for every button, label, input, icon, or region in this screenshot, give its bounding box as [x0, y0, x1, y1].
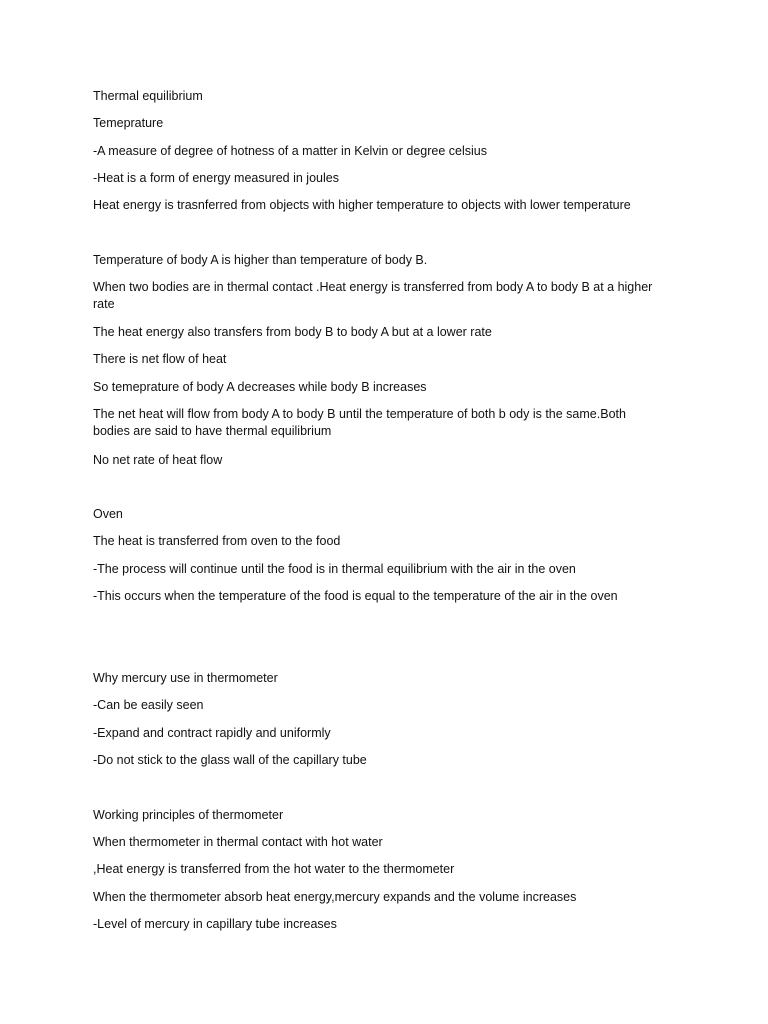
text-line: ,Heat energy is transferred from the hot water to the thermometer [93, 862, 455, 876]
text-line: When the thermometer absorb heat energy,mercury expands and the volume increases [93, 890, 577, 904]
text-line: No net rate of heat flow [93, 453, 223, 467]
heading-temperature: Temeprature [93, 116, 164, 130]
text-line: The heat is transferred from oven to the food [93, 534, 341, 548]
text-line: There is net flow of heat [93, 352, 227, 366]
text-line: -The process will continue until the food is in thermal equilibrium with the air in the oven [93, 562, 576, 576]
text-line: So temeprature of body A decreases while body B increases [93, 380, 427, 394]
text-line: -Do not stick to the glass wall of the capillary tube [93, 753, 367, 767]
text-line: When thermometer in thermal contact with hot water [93, 835, 383, 849]
heading-why-mercury: Why mercury use in thermometer [93, 671, 278, 685]
text-paragraph: The net heat will flow from body A to body B until the temperature of both b ody is the same.Both bodies are said to have thermal equilibrium [93, 407, 626, 438]
heading-thermal-equilibrium: Thermal equilibrium [93, 89, 203, 103]
text-line: The heat energy also transfers from body B to body A but at a lower rate [93, 325, 492, 339]
text-line: -Heat is a form of energy measured in joules [93, 171, 339, 185]
heading-working-principles: Working principles of thermometer [93, 808, 284, 822]
text-line: Temperature of body A is higher than temperature of body B. [93, 253, 428, 267]
text-line: -Can be easily seen [93, 698, 204, 712]
text-paragraph: When two bodies are in thermal contact .Heat energy is transferred from body A to body B at a higher rate [93, 280, 653, 311]
text-line: Heat energy is trasnferred from objects with higher temperature to objects with lower temperature [93, 198, 631, 212]
heading-oven: Oven [93, 507, 123, 521]
text-line: -Level of mercury in capillary tube increases [93, 917, 337, 931]
text-line: -A measure of degree of hotness of a matter in Kelvin or degree celsius [93, 144, 487, 158]
text-line: -Expand and contract rapidly and uniformly [93, 726, 331, 740]
text-line: -This occurs when the temperature of the food is equal to the temperature of the air in the oven [93, 589, 618, 603]
